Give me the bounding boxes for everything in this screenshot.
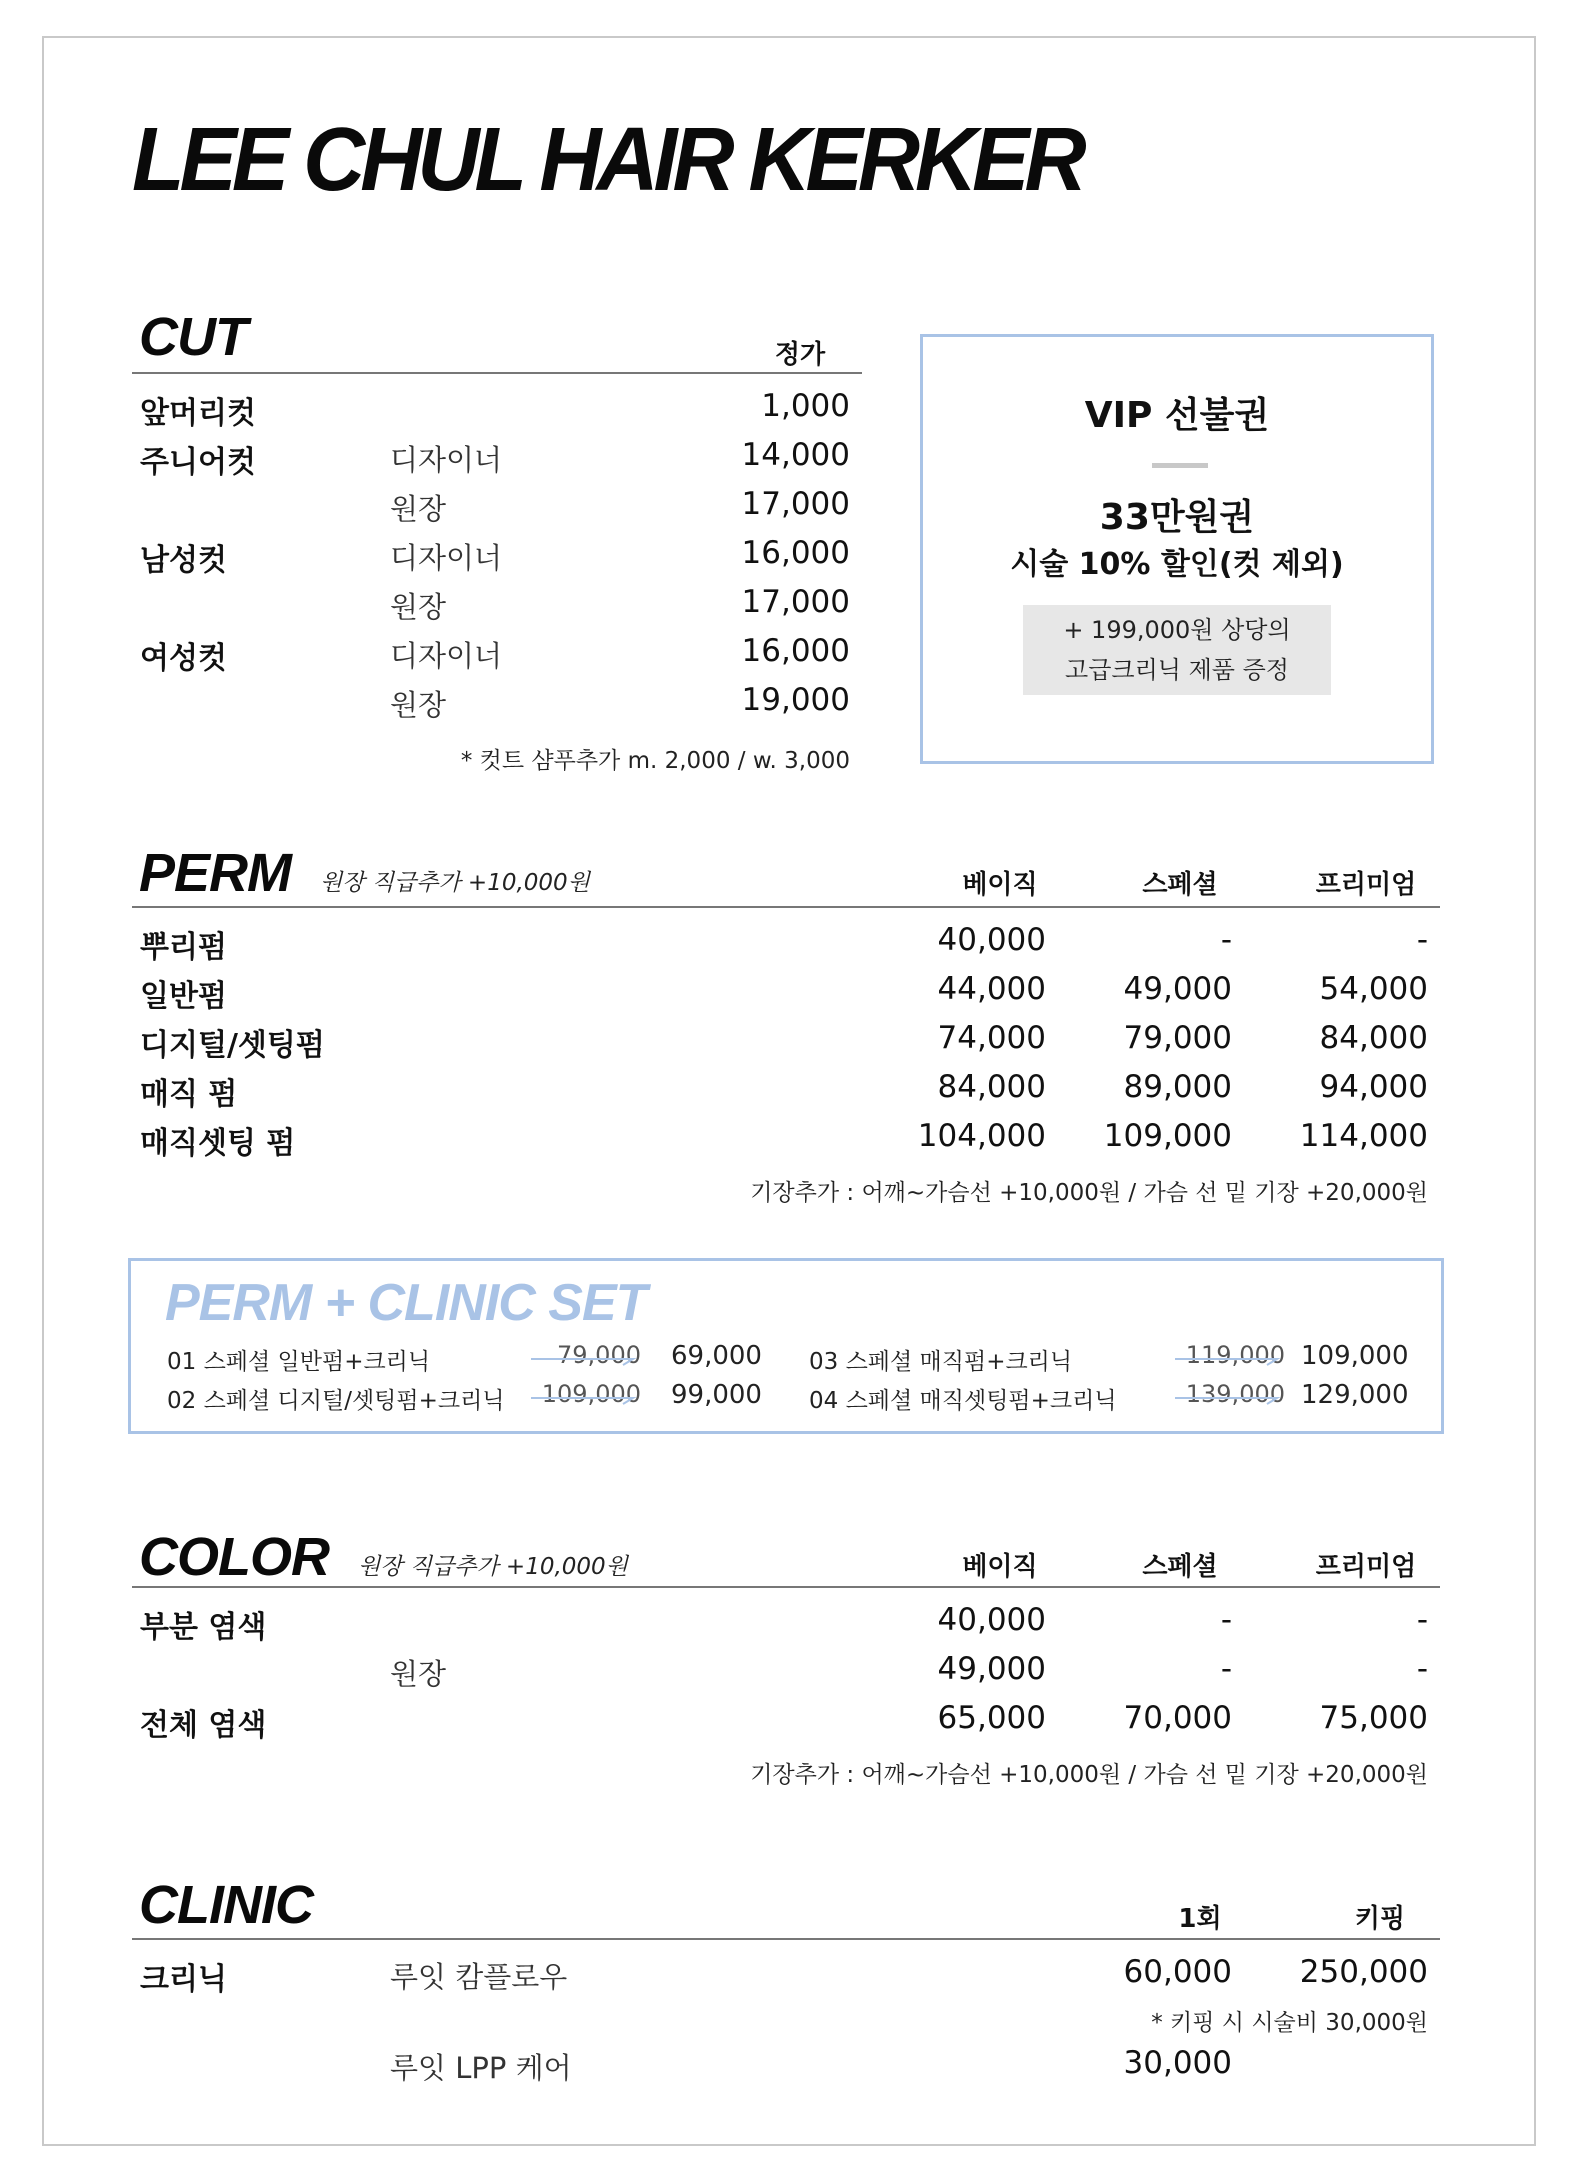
cut-item-tier: 원장 <box>390 492 447 526</box>
cut-item-price: 14,000 <box>741 437 850 473</box>
perm-header-basic: 베이직 <box>962 870 1038 900</box>
clinic-price-keeping: 250,000 <box>1299 1954 1428 1990</box>
set-old-price <box>531 1341 641 1369</box>
clinic-product-name: 루잇 캄플로우 <box>390 1960 568 1994</box>
perm-item-name: 일반펌 <box>140 979 227 1014</box>
cut-item-price: 17,000 <box>741 584 850 620</box>
perm-price-special: 49,000 <box>1123 971 1232 1007</box>
perm-item-name: 매직 펌 <box>140 1077 238 1112</box>
color-header-special: 스페셜 <box>1142 1552 1218 1582</box>
set-old-price-text: 139,000 <box>1185 1380 1285 1408</box>
strike-arrow-icon <box>527 1392 639 1406</box>
clinic-header-once: 1회 <box>1178 1904 1222 1934</box>
color-price-basic: 49,000 <box>937 1651 1046 1687</box>
clinic-price-once: 60,000 <box>1123 1954 1232 1990</box>
color-price-premium: - <box>1416 1651 1428 1687</box>
vip-amount: 33만원권 <box>1099 497 1255 538</box>
color-item-name: 전체 염색 <box>140 1708 267 1743</box>
clinic-section-title: CLINIC <box>139 1875 313 1935</box>
perm-header-special: 스페셜 <box>1142 870 1218 900</box>
vip-prepaid-card <box>920 334 1434 764</box>
set-old-price-text: 119,000 <box>1185 1341 1285 1369</box>
cut-item-price: 19,000 <box>741 682 850 718</box>
vip-gift-line2: 고급크리닉 제품 증정 <box>1065 656 1289 684</box>
cut-section-title: CUT <box>139 307 247 367</box>
perm-section-title: PERM <box>139 843 292 903</box>
color-price-special: 70,000 <box>1123 1700 1232 1736</box>
set-item-label: 01 스페셜 일반펌+크리닉 <box>167 1349 431 1375</box>
color-subtitle: 원장 직급추가 +10,000원 <box>358 1554 628 1580</box>
cut-item-tier: 원장 <box>390 688 447 722</box>
set-new-price: 99,000 <box>671 1380 762 1410</box>
perm-price-basic: 104,000 <box>917 1118 1046 1154</box>
color-item-name: 부분 염색 <box>140 1610 267 1645</box>
set-old-price-text: 109,000 <box>541 1380 641 1408</box>
set-new-price: 69,000 <box>671 1341 762 1371</box>
color-item-tier: 원장 <box>390 1657 447 1691</box>
cut-item-price: 16,000 <box>741 633 850 669</box>
cut-item-tier: 디자이너 <box>390 443 503 477</box>
color-price-basic: 65,000 <box>937 1700 1046 1736</box>
clinic-product-name: 루잇 LPP 케어 <box>390 2051 572 2085</box>
color-header-premium: 프리미엄 <box>1315 1552 1417 1582</box>
perm-price-special: 109,000 <box>1103 1118 1232 1154</box>
clinic-header-keeping: 키핑 <box>1354 1904 1406 1934</box>
cut-item-name: 여성컷 <box>140 641 227 676</box>
perm-price-special: - <box>1220 922 1232 958</box>
set-old-price-text: 79,000 <box>557 1341 641 1369</box>
perm-price-special: 89,000 <box>1123 1069 1232 1105</box>
perm-price-special: 79,000 <box>1123 1020 1232 1056</box>
perm-price-basic: 74,000 <box>937 1020 1046 1056</box>
brand-title: LEE CHUL HAIR KERKER <box>132 109 1082 210</box>
perm-price-premium: 114,000 <box>1299 1118 1428 1154</box>
color-price-premium: 75,000 <box>1319 1700 1428 1736</box>
vip-gift-badge <box>1023 605 1331 695</box>
cut-item-price: 17,000 <box>741 486 850 522</box>
perm-item-name: 뿌리펌 <box>140 930 227 965</box>
cut-item-name: 남성컷 <box>140 543 227 578</box>
clinic-item-name: 크리닉 <box>140 1962 227 1997</box>
set-item-label: 02 스페셜 디지털/셋팅펌+크리닉 <box>167 1388 505 1414</box>
perm-price-premium: 94,000 <box>1319 1069 1428 1105</box>
vip-discount: 시술 10% 할인(컷 제외) <box>1010 547 1344 582</box>
strike-arrow-icon <box>1171 1392 1283 1406</box>
cut-item-price: 16,000 <box>741 535 850 571</box>
perm-clinic-set-box <box>128 1258 1444 1434</box>
perm-divider <box>132 906 1440 908</box>
perm-price-premium: 54,000 <box>1319 971 1428 1007</box>
clinic-keeping-note: * 키핑 시 시술비 30,000원 <box>1151 2010 1428 2036</box>
cut-divider <box>132 372 862 374</box>
cut-item-tier: 디자이너 <box>390 541 503 575</box>
color-divider <box>132 1586 1440 1588</box>
set-item-label: 03 스페셜 매직펌+크리닉 <box>809 1349 1073 1375</box>
color-price-basic: 40,000 <box>937 1602 1046 1638</box>
cut-item-name: 앞머리컷 <box>140 396 256 431</box>
clinic-divider <box>132 1938 1440 1940</box>
color-price-premium: - <box>1416 1602 1428 1638</box>
set-item-label: 04 스페셜 매직셋팅펌+크리닉 <box>809 1388 1117 1414</box>
set-new-price: 109,000 <box>1301 1341 1409 1371</box>
cut-item-name: 주니어컷 <box>140 445 256 480</box>
perm-length-note: 기장추가 : 어깨~가슴선 +10,000원 / 가슴 선 밑 기장 +20,000원 <box>750 1180 1428 1206</box>
color-header-basic: 베이직 <box>962 1552 1038 1582</box>
cut-price-header: 정가 <box>774 340 826 370</box>
vip-divider <box>1152 463 1208 468</box>
perm-subtitle: 원장 직급추가 +10,000원 <box>320 870 590 896</box>
perm-item-name: 매직셋팅 펌 <box>140 1126 296 1161</box>
strike-arrow-icon <box>527 1353 639 1367</box>
set-old-price <box>531 1380 641 1408</box>
vip-gift-line1: + 199,000원 상당의 <box>1063 616 1291 644</box>
strike-arrow-icon <box>1171 1353 1283 1367</box>
perm-price-basic: 44,000 <box>937 971 1046 1007</box>
color-length-note: 기장추가 : 어깨~가슴선 +10,000원 / 가슴 선 밑 기장 +20,000원 <box>750 1762 1428 1788</box>
color-price-special: - <box>1220 1651 1232 1687</box>
vip-title: VIP 선불권 <box>1084 395 1270 436</box>
color-price-special: - <box>1220 1602 1232 1638</box>
color-section-title: COLOR <box>139 1527 329 1587</box>
cut-item-tier: 디자이너 <box>390 639 503 673</box>
perm-price-premium: - <box>1416 922 1428 958</box>
perm-header-premium: 프리미엄 <box>1315 870 1417 900</box>
perm-price-basic: 40,000 <box>937 922 1046 958</box>
set-title: PERM + CLINIC SET <box>165 1274 647 1332</box>
cut-item-price: 1,000 <box>761 388 850 424</box>
perm-item-name: 디지털/셋팅펌 <box>140 1028 325 1063</box>
set-new-price: 129,000 <box>1301 1380 1409 1410</box>
clinic-price-once: 30,000 <box>1123 2045 1232 2081</box>
set-old-price <box>1175 1380 1285 1408</box>
perm-price-premium: 84,000 <box>1319 1020 1428 1056</box>
perm-price-basic: 84,000 <box>937 1069 1046 1105</box>
cut-item-tier: 원장 <box>390 590 447 624</box>
cut-shampoo-note: * 컷트 샴푸추가 m. 2,000 / w. 3,000 <box>460 748 850 774</box>
set-old-price <box>1175 1341 1285 1369</box>
